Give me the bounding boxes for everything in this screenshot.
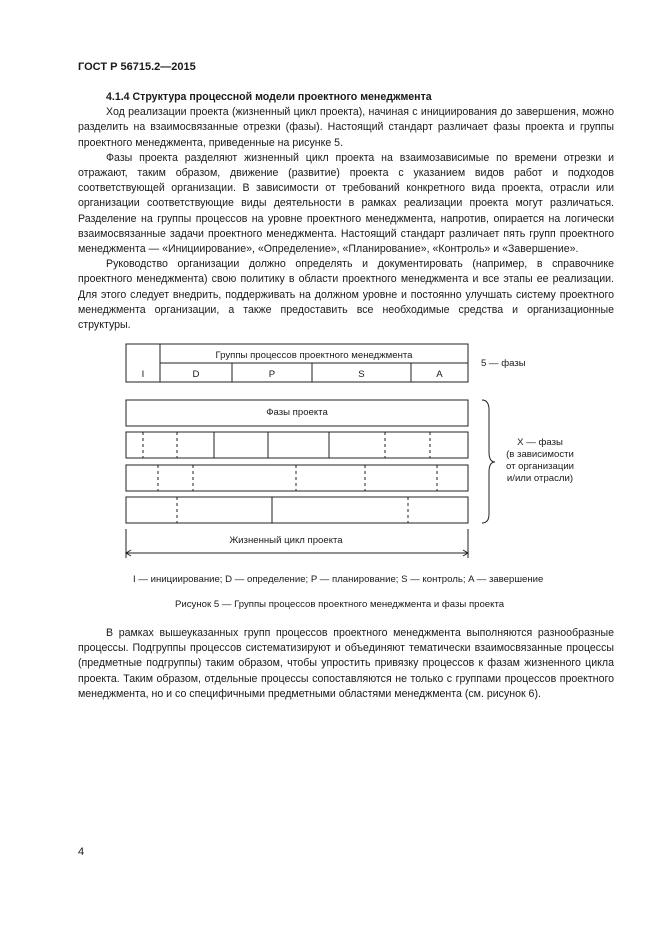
phase-row-2 xyxy=(126,465,468,491)
paragraph-3: Руководство организации должно определять и документировать (например, в справочнике проектного менеджмента) свою политику в области проектного менеджмента и все этапы ее реализации. Для этого следует внедрить, поддерживать на должном уровне и постоянно улучшать систему проектного менеджмента организации, а также предоставить все необходимые средства и организационные структуры. xyxy=(78,258,614,332)
lifecycle-label: Жизненный цикл проекта xyxy=(229,535,343,546)
group-label-d: D xyxy=(192,369,200,380)
paragraph-1: Ход реализации проекта (жизненный цикл проекта), начиная с инициирования до завершения, можно разделить на взаимосвязанные отрезки (фазы). Настоящий стандарт различает фазы проекта и группы проектного менеджмента, приведенные на рисунке 5. xyxy=(78,106,614,149)
paragraph-2: Фазы проекта разделяют жизненный цикл проекта на взаимозависимые по времени отрезки и отражают, таким образом, движение (развитие) проекта с указанием видов работ и подходов соответствующей организации. В зависимости от требований конкретного вида проекта, отрасли или организации соответствующие виды деятельности в рамках реализации проекта могут различаться. Разделение на группы процессов на уровне проектного менеджмента, напротив, опирается на логически взаимосвязанные задачи проектного менеджмента. Настоящий стандарт различает пять групп проектного менеджмента — «Инициирование», «Определение», «Планирование», «Контроль» и «Завершение». xyxy=(78,151,614,256)
group-label-s: S xyxy=(358,369,365,380)
group-label-a: A xyxy=(436,369,443,380)
phases-note: X — фазы (в зависимости от организации и/или отрасли) xyxy=(505,437,575,484)
document-header: ГОСТ Р 56715.2—2015 xyxy=(78,61,196,73)
groups-title: Группы процессов проектного менеджмента xyxy=(215,350,413,361)
figure-caption: Рисунок 5 — Группы процессов проектного менеджмента и фазы проекта xyxy=(175,599,505,610)
groups-note: 5 — фазы xyxy=(481,358,526,369)
page-number: 4 xyxy=(78,846,85,858)
figure-legend: I — инициирование; D — определение; P — планирование; S — контроль; A — завершение xyxy=(133,574,544,585)
section-title: 4.1.4 Структура процессной модели проектного менеджмента xyxy=(106,91,432,103)
figure-5 xyxy=(0,336,661,616)
closing-section xyxy=(78,626,614,702)
group-label-p: P xyxy=(268,369,276,380)
closing-paragraph: В рамках вышеуказанных групп процессов проектного менеджмента выполняются разнообразные процессы. Подгруппы процессов систематизируют и объединяют тематически взаимосвязанные процессы (предметные подгруппы) таким образом, чтобы упростить привязку процессов к фазам жизненного цикла проекта. Таким образом, отдельные процессы сопоставляются не только с группами процессов проектного менеджмента, но и со специфичными предметными областями менеджмента (см. рисунок 6). xyxy=(78,627,614,700)
group-label-i: I xyxy=(141,369,145,380)
phases-title: Фазы проекта xyxy=(266,407,328,418)
phases-brace xyxy=(482,400,495,523)
section-body xyxy=(78,90,614,333)
